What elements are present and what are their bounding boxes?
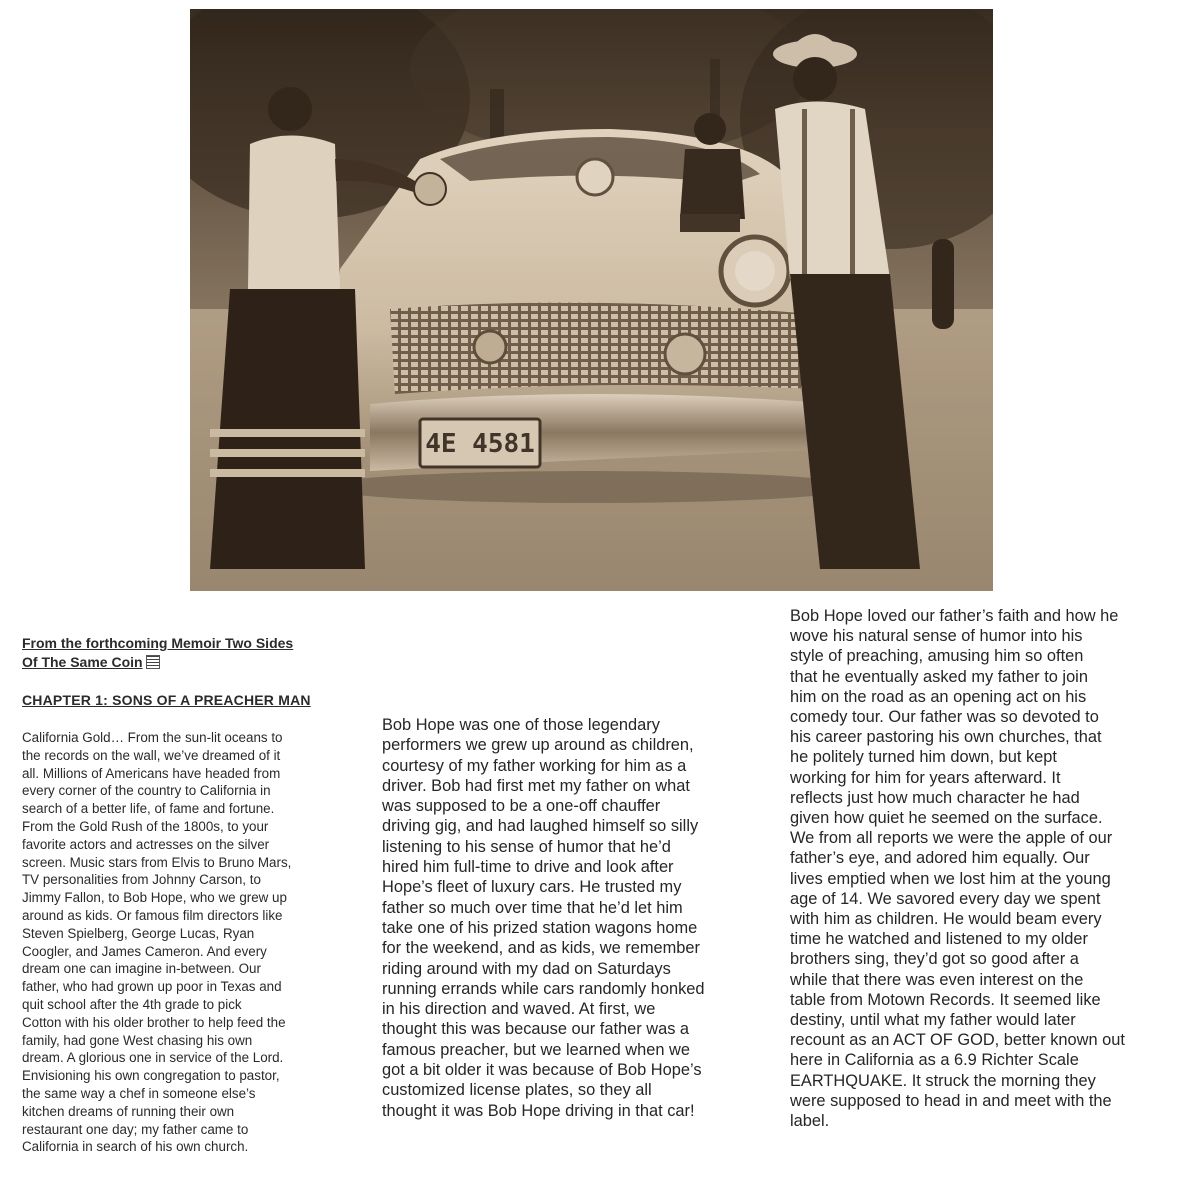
- family-photo-illustration: [190, 9, 993, 591]
- memoir-heading-line2: Of The Same Coin: [22, 654, 143, 670]
- list-icon: [146, 655, 160, 669]
- text-column-3: Bob Hope loved our father’s faith and how he wove his natural sense of humor into his style of preaching, amusing him so often that he eventually asked my father to join him on the road as an opening act on his comedy tour. Our father was so devoted to his career pastoring his own churches, that he politely turned him down, but kept working for him for years afterward. It reflects just how much character he had given how quiet he seemed on the surface. We from all reports we were the apple of our father’s eye, and adored him equally. Our lives emptied when we lost him at the young age of 14. We savored every day we spent with him as children. He would beam every time he watched and listened to my older brothers sing, they’d got so good after a while that there was even interest on the table from Motown Records. It seemed like destiny, until what my father would later recount as an ACT OF GOD, better known out here in California as a 6.9 Richter Scale EARTHQUAKE. It struck the morning they were supposed to head in and meet with the label.: [790, 607, 1125, 1131]
- memoir-heading: [22, 634, 352, 672]
- text-column-2: Bob Hope was one of those legendary performers we grew up around as children, courtesy of my father working for him as a driver. Bob had first met my father on what was supposed to be a one-off chauffer driving gig, and had laughed himself so silly listening to his sense of humor that he’d hired him full-time to drive and look after Hope’s fleet of luxury cars. He trusted my father so much over time that he’d let him take one of his prized station wagons home for the weekend, and as kids, we remember riding around with my dad on Saturdays running errands while cars randomly honked in his direction and waved. At first, we thought this was because our father was a famous preacher, but we learned when we got a bit older it was because of Bob Hope’s customized license plates, so they all thought it was Bob Hope driving in that car!: [382, 716, 705, 1120]
- family-photo: [190, 9, 993, 591]
- license-plate-text: 4E 4581: [425, 429, 535, 459]
- chapter-title: CHAPTER 1: SONS OF A PREACHER MAN: [22, 692, 311, 708]
- memoir-heading-line1: From the forthcoming Memoir Two Sides: [22, 635, 294, 651]
- text-column-1: California Gold… From the sun-lit oceans to the records on the wall, we’ve dreamed of it all. Millions of Americans have headed from every corner of the country to California in search of a better life, of fame and fortune. From the Gold Rush of the 1800s, to your favorite actors and actresses on the silver screen. Music stars from Elvis to Bruno Mars, TV personalities from Johnny Carson, to Jimmy Fallon, to Bob Hope, who we grew up around as kids. Or famous film directors like Steven Spielberg, George Lucas, Ryan Coogler, and James Cameron. And every dream one can imagine in-between. Our father, who had grown up poor in Texas and quit school after the 4th grade to pick Cotton with his older brother to help feed the family, had gone West chasing his own dream. A glorious one in service of the Lord. Envisioning his own congregation to pastor, the same way a chef in someone else’s kitchen dreams of running their own restaurant one day; my father came to California in search of his own church.: [22, 730, 292, 1155]
- memoir-heading-line2-wrap: [22, 653, 352, 672]
